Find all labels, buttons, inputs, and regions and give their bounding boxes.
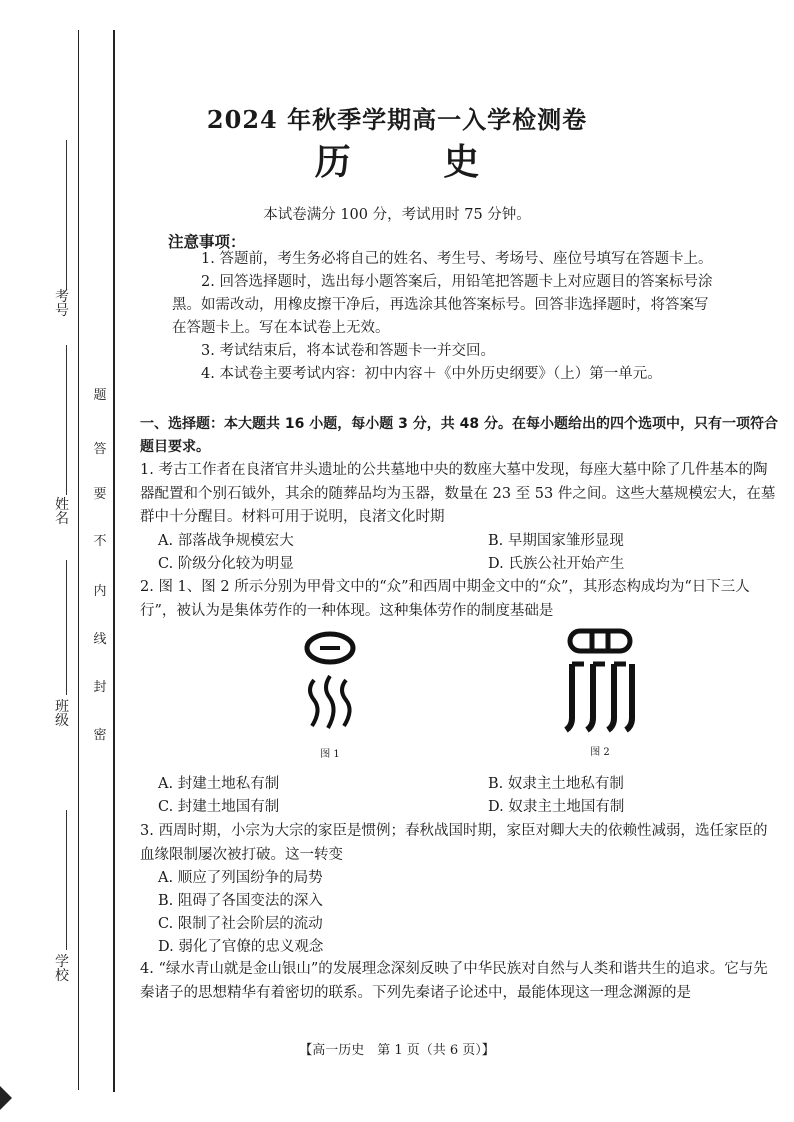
question-2-options	[140, 773, 780, 819]
school-label: 学校	[55, 954, 69, 984]
question-4	[140, 958, 780, 1005]
question-stem: 3. 西周时期，小宗为大宗的家臣是惯例；春秋战国时期，家臣对卿大夫的依赖性减弱，选任家臣的血缘限制屡次被打破。这一转变	[140, 823, 768, 863]
options-column	[140, 867, 780, 959]
question-stem: 2. 图 1、图 2 所示分别为甲骨文中的“众”和西周中期金文中的“众”，其形态构成均为“日下三人行”，被认为是集体劳作的一种体现。这种集体劳作的制度基础是	[140, 579, 750, 619]
seal-char: 内	[93, 584, 107, 599]
notice-item: 4. 本试卷主要考试内容：初中内容＋《中外历史纲要》（上）第一单元。	[201, 366, 662, 382]
option-c: C. 阶级分化较为明显	[158, 555, 294, 572]
binding-line-inner	[113, 30, 115, 1092]
notice-heading: 注意事项：	[168, 233, 246, 251]
figure-1	[290, 628, 370, 760]
options-grid	[140, 773, 780, 819]
class-underline	[66, 560, 67, 695]
notice-list	[172, 248, 717, 386]
question-stem: 4. “绿水青山就是金山银山”的发展理念深刻反映了中华民族对自然与人类和谐共生的追求。它与先秦诸子的思想精华有着密切的联系。下列先秦诸子论述中，最能体现这一理念渊源的是	[140, 961, 768, 1001]
option-b: B. 早期国家雏形显现	[488, 532, 624, 549]
name-underline	[66, 345, 67, 495]
options-grid	[140, 530, 780, 576]
option-d: D. 氏族公社开始产生	[488, 555, 625, 572]
option-d: D. 弱化了官僚的忠义观念	[158, 939, 324, 955]
seal-char: 不	[93, 534, 107, 549]
seal-char: 答	[93, 442, 107, 457]
seal-char: 题	[93, 388, 107, 403]
option-a: A. 封建土地私有制	[158, 776, 280, 792]
name-label: 姓名	[55, 497, 69, 527]
question-2	[140, 576, 780, 623]
option-d: D. 奴隶主土地国有制	[488, 799, 625, 815]
option-a: A. 部落战争规模宏大	[158, 532, 294, 549]
notice-item: 1. 答题前，考生务必将自己的姓名、考生号、考场号、座位号填写在答题卡上。	[201, 251, 713, 267]
question-1	[140, 459, 780, 576]
notice-item: 3. 考试结束后，将本试卷和答题卡一并交回。	[201, 343, 495, 359]
seal-char: 线	[93, 632, 107, 647]
corner-mark	[0, 1086, 12, 1110]
subject-title: 历 史	[314, 141, 520, 183]
option-c: C. 封建土地国有制	[158, 799, 280, 815]
question-3	[140, 820, 780, 959]
seal-char: 密	[93, 728, 107, 743]
bronze-zhong-glyph	[560, 626, 640, 738]
page-footer: 【高一历史 第 1 页（共 6 页）】	[299, 1043, 495, 1058]
option-c: C. 限制了社会阶层的流动	[158, 916, 323, 932]
exam-title: 2024 年秋季学期高一入学检测卷	[206, 105, 588, 134]
section-heading: 一、选择题：本大题共 16 小题，每小题 3 分，共 48 分。在每小题给出的四个选项中，只有一项符合题目要求。	[140, 416, 778, 455]
binding-line-outer	[78, 30, 79, 1090]
school-underline	[66, 810, 67, 950]
seal-char: 要	[93, 487, 107, 502]
option-a: A. 顺应了列国纷争的局势	[158, 870, 323, 886]
seal-char: 封	[93, 680, 107, 695]
exam-number-label: 考号	[55, 289, 69, 319]
exam-info: 本试卷满分 100 分，考试用时 75 分钟。	[263, 207, 531, 223]
question-stem: 1. 考古工作者在良渚官井头遗址的公共墓地中央的数座大墓中发现，每座大墓中除了几件基本的陶器配置和个别石钺外，其余的随葬品均为玉器，数量在 23 至 53 件之间。这些大墓规模宏大，在墓群中十分醒目。材料可用于说明，良渚文化时期	[140, 462, 776, 525]
figure-1-caption: 图 1	[320, 749, 340, 760]
notice-item: 2. 回答选择题时，选出每小题答案后，用铅笔把答题卡上对应题目的答案标号涂黑。如需改动，用橡皮擦干净后，再选涂其他答案标号。回答非选择题时，将答案写在答题卡上。写在本试卷上无效。	[172, 274, 713, 336]
figure-2-caption: 图 2	[590, 747, 610, 758]
option-b: B. 奴隶主土地私有制	[488, 776, 624, 792]
class-label: 班级	[55, 699, 69, 729]
oracle-bone-zhong-glyph	[290, 628, 370, 738]
option-b: B. 阻碍了各国变法的深入	[158, 893, 323, 909]
figure-2	[560, 626, 640, 758]
